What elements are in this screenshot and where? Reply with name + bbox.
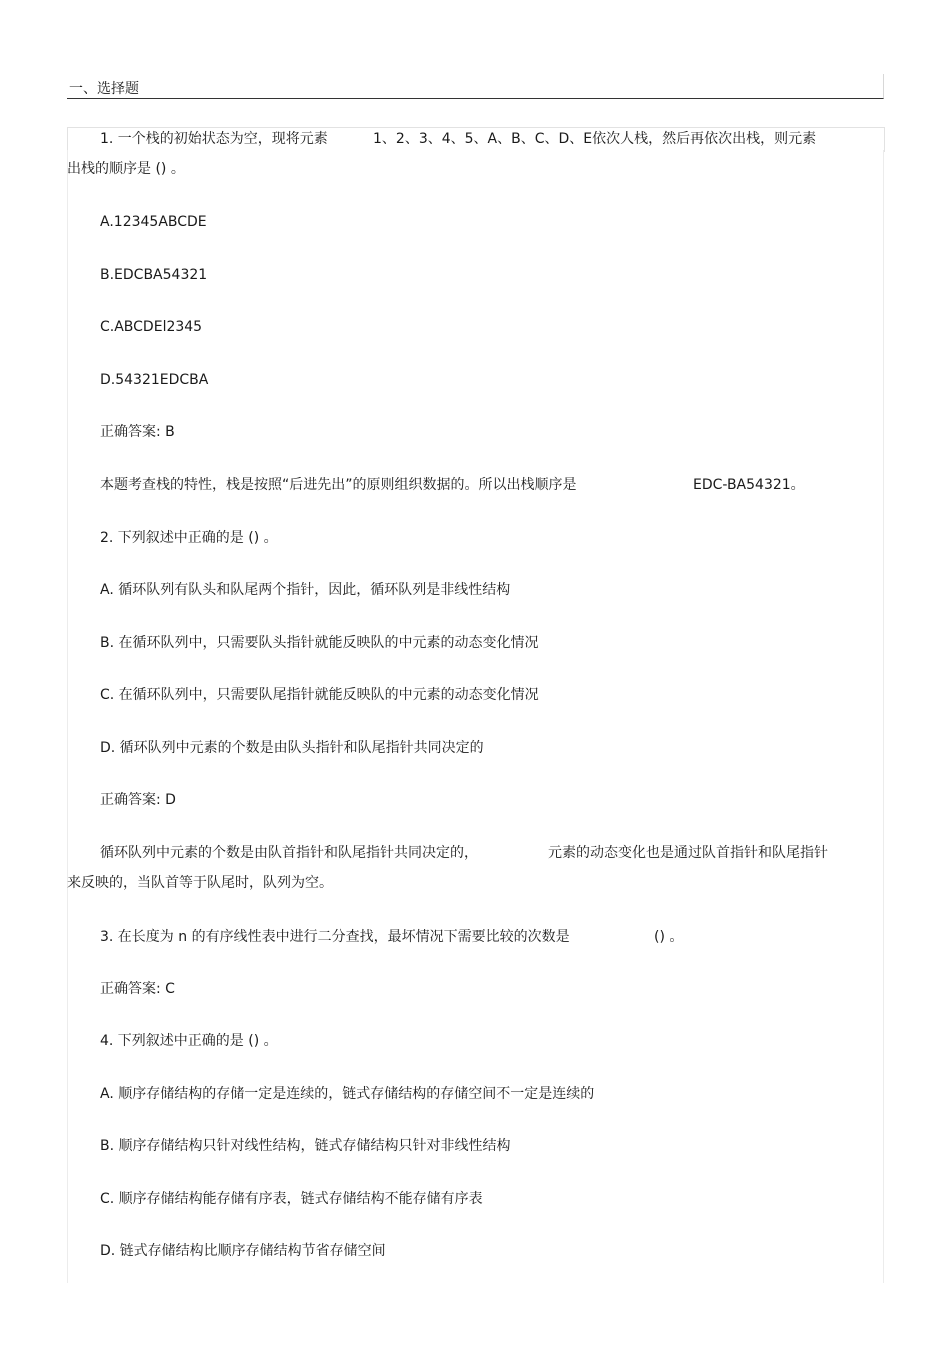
q4-option-d: D. 链式存储结构比顺序存储结构节省存储空间 xyxy=(100,1243,386,1259)
section-title: 一、选择题 xyxy=(69,81,139,97)
section-header xyxy=(67,74,884,99)
q1-explanation-part2: EDC-BA54321。 xyxy=(693,477,805,493)
q1-stem-part2: 1、2、3、4、5、A、B、C、D、E依次人栈，然后再依次出栈，则元素 xyxy=(373,131,817,147)
q1-option-b: B.EDCBA54321 xyxy=(100,267,208,283)
q3-stem-part2: () 。 xyxy=(654,929,684,945)
q4-stem: 4. 下列叙述中正确的是 () 。 xyxy=(100,1033,278,1049)
q2-explanation-part3: 来反映的，当队首等于队尾时，队列为空。 xyxy=(67,875,333,891)
q2-answer: 正确答案: D xyxy=(100,792,176,808)
q4-option-b: B. 顺序存储结构只针对线性结构，链式存储结构只针对非线性结构 xyxy=(100,1138,511,1154)
q2-stem: 2. 下列叙述中正确的是 () 。 xyxy=(100,530,278,546)
q3-answer: 正确答案: C xyxy=(100,981,175,997)
content-frame-right xyxy=(883,150,884,1283)
q1-answer: 正确答案: B xyxy=(100,424,175,440)
q3-stem-part1: 3. 在长度为 n 的有序线性表中进行二分查找，最坏情况下需要比较的次数是 xyxy=(100,929,570,945)
q4-option-a: A. 顺序存储结构的存储一定是连续的，链式存储结构的存储空间不一定是连续的 xyxy=(100,1086,595,1102)
q2-explanation-part2: 元素的动态变化也是通过队首指针和队尾指针 xyxy=(548,845,828,861)
q1-stem-part3: 出栈的顺序是 () 。 xyxy=(67,161,185,177)
q4-option-c: C. 顺序存储结构能存储有序表，链式存储结构不能存储有序表 xyxy=(100,1191,483,1207)
q2-option-a: A. 循环队列有队头和队尾两个指针，因此，循环队列是非线性结构 xyxy=(100,582,511,598)
q1-option-c: C.ABCDEl2345 xyxy=(100,319,203,335)
q1-stem-part1: 1. 一个栈的初始状态为空，现将元素 xyxy=(100,131,328,147)
q2-option-c: C. 在循环队列中，只需要队尾指针就能反映队的中元素的动态变化情况 xyxy=(100,687,539,703)
content-frame-left xyxy=(67,150,68,1283)
q1-explanation-part1: 本题考查栈的特性，栈是按照“后进先出”的原则组织数据的。所以出栈顺序是 xyxy=(100,477,577,493)
q2-option-b: B. 在循环队列中，只需要队头指针就能反映队的中元素的动态变化情况 xyxy=(100,635,539,651)
q2-explanation-part1: 循环队列中元素的个数是由队首指针和队尾指针共同决定的， xyxy=(100,845,478,861)
q1-option-a: A.12345ABCDE xyxy=(100,214,207,230)
q2-option-d: D. 循环队列中元素的个数是由队头指针和队尾指针共同决定的 xyxy=(100,740,484,756)
q1-option-d: D.54321EDCBA xyxy=(100,372,209,388)
